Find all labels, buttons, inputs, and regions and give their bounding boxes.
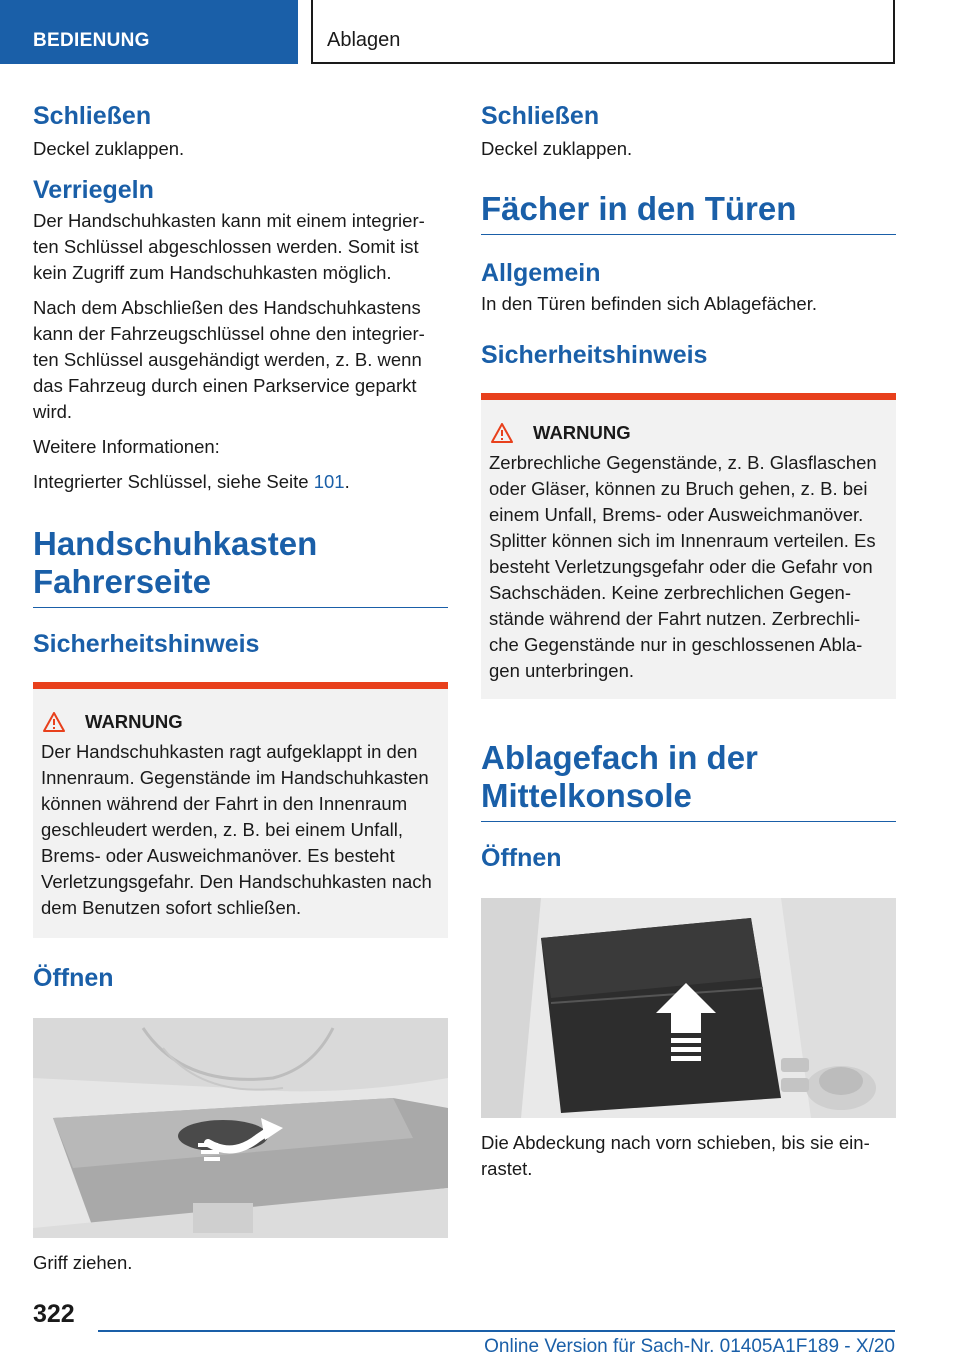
general-heading: Allgemein (481, 259, 601, 287)
lock-heading: Verriegeln (33, 176, 154, 204)
warning-text-right: Zerbrechliche Gegenstände, z. B. Glasflaschen oder Gläser, können zu Bruch gehen, z. B. bei einem Unfall, Brems- oder Ausweichmanöver. Splitter können sich im Innenraum verteilen. Es besteht Verletzungsgefahr oder die Gefahr von Sachschäden. Keine zerbrechlichen Gegen-stände während der Fahrt nutzen. Zerbrechli-che Gegenstände nur in geschlossenen Abla-gen unterbringen. (489, 452, 877, 681)
driver-heading-line-2: Fahrerseite (33, 563, 211, 600)
reference-text: Integrierter Schlüssel, siehe Seite (33, 471, 314, 492)
driver-glovebox-heading (33, 525, 448, 608)
warning-triangle-icon (491, 423, 513, 443)
close-heading-right: Schließen (481, 102, 600, 130)
warning-box-right (481, 393, 896, 699)
lock-paragraph-2: Nach dem Abschließen des Handschuhkastens kann der Fahrzeugschlüssel ohne den integrier-ten Schlüssel ausgehändigt werden, z. B. wenn das Fahrzeug durch einen Parkservice geparkt wird. (33, 297, 425, 422)
glovebox-drawing (33, 1018, 448, 1238)
glovebox-illustration (33, 1018, 448, 1238)
driver-heading-line-1: Handschuhkasten (33, 525, 318, 562)
footer-text: Online Version für Sach-Nr. 01405A1F189 - X/20 (484, 1336, 895, 1357)
open-heading: Öffnen (33, 964, 114, 992)
general-text: In den Türen befinden sich Ablagefächer. (481, 293, 817, 314)
open-caption: Griff ziehen. (33, 1252, 133, 1273)
reference-line (33, 469, 448, 495)
more-info-label: Weitere Informationen: (33, 436, 220, 457)
section-tab: BEDIENUNG (0, 0, 298, 64)
footer-divider (98, 1330, 895, 1332)
right-column (481, 100, 896, 1182)
left-column (33, 100, 448, 1276)
console-drawing (481, 898, 896, 1118)
chapter-title: Ablagen (311, 0, 895, 64)
open-heading-right: Öffnen (481, 844, 562, 872)
close-heading: Schließen (33, 102, 152, 130)
center-console-illustration (481, 898, 896, 1118)
close-text: Deckel zuklappen. (33, 138, 185, 159)
warning-header (41, 711, 438, 733)
warning-header-right (489, 422, 886, 444)
reference-end: . (344, 471, 350, 492)
open-caption-right: Die Abdeckung nach vorn schieben, bis sie ein-rastet. (481, 1132, 870, 1179)
page-number: 322 (33, 1300, 75, 1328)
safety-heading: Sicherheitshinweis (33, 630, 260, 658)
page-link[interactable]: 101 (313, 471, 345, 492)
console-heading-line-1: Ablagefach in der (481, 739, 758, 776)
doors-heading: Fächer in den Türen (481, 190, 896, 235)
warning-title-right: WARNUNG (533, 422, 631, 443)
safety-heading-right: Sicherheitshinweis (481, 341, 708, 369)
console-heading (481, 739, 896, 822)
warning-text: Der Handschuhkasten ragt aufgeklappt in den Innenraum. Gegenstände im Handschuhkasten können während der Fahrt in den Innenraum geschleudert werden, z. B. bei einem Unfall, Brems- oder Ausweichmanöver. Es besteht Verletzungsgefahr. Den Handschuhkasten nach dem Benutzen sofort schließen. (41, 741, 432, 918)
close-text-right: Deckel zuklappen. (481, 138, 633, 159)
lock-paragraph-1: Der Handschuhkasten kann mit einem integrier-ten Schlüssel abgeschlossen werden. Somit ist kein Zugriff zum Handschuhkasten möglich. (33, 210, 425, 283)
warning-triangle-icon (43, 712, 65, 732)
warning-title: WARNUNG (85, 711, 183, 732)
console-heading-line-2: Mittelkonsole (481, 777, 692, 814)
warning-box (33, 682, 448, 938)
